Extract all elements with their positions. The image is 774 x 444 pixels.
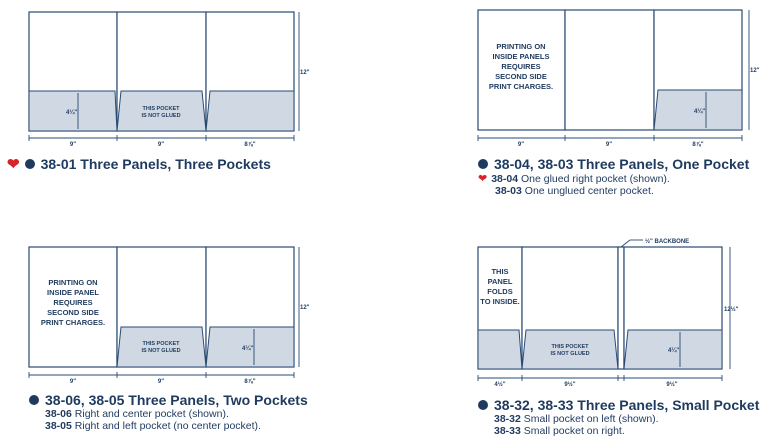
- pocket-note: IS NOT GLUED: [141, 348, 181, 354]
- caption-38-06: [29, 392, 308, 432]
- panel-note: REQUIRES: [53, 298, 93, 307]
- caption-line: [29, 420, 308, 432]
- caption-38-04: [478, 156, 749, 197]
- panel-note: PRINT CHARGES.: [40, 318, 106, 327]
- line-text: Right and left pocket (no center pocket).: [71, 420, 261, 432]
- panel-note: INSIDE PANELS: [492, 52, 550, 61]
- line-text: Small pocket on left (shown).: [520, 413, 659, 425]
- caption-title: 38-01 Three Panels, Three Pockets: [40, 156, 271, 172]
- pocket-height-label: 4¼": [242, 346, 254, 352]
- product-code: 38-33: [494, 425, 521, 437]
- line-text: Right and center pocket (shown).: [71, 408, 229, 420]
- diagram-38-32: [478, 238, 739, 388]
- heart-icon[interactable]: ❤: [478, 173, 488, 185]
- pocket-note: IS NOT GLUED: [550, 351, 590, 357]
- pocket-note: THIS POCKET: [142, 106, 180, 112]
- height-label: 12": [750, 68, 760, 74]
- width-label: 9": [69, 379, 77, 385]
- width-label: 8⅞": [244, 379, 256, 385]
- backbone-label: ½" BACKBONE: [645, 239, 690, 245]
- product-code: 38-32: [494, 413, 521, 425]
- caption-line: [478, 425, 759, 437]
- caption-38-01: [7, 156, 271, 172]
- width-label: 9½": [564, 382, 576, 388]
- line-text: One glued right pocket (shown).: [518, 172, 670, 185]
- caption-line: [478, 172, 749, 185]
- pocket-height-label: 4¼": [668, 348, 680, 354]
- height-label: 12": [300, 70, 310, 76]
- width-label: 9": [69, 142, 77, 148]
- pocket-height-label: 4¼": [694, 109, 706, 115]
- caption-title: 38-06, 38-05 Three Panels, Two Pockets: [45, 392, 308, 408]
- pocket-center: [117, 327, 206, 367]
- line-text: Small pocket on right.: [520, 425, 625, 437]
- width-label: 4½": [494, 382, 506, 388]
- caption-line: [29, 408, 308, 420]
- panel-note: REQUIRES: [501, 62, 541, 71]
- width-label: 9": [605, 142, 613, 148]
- panel-note: TO INSIDE.: [480, 297, 520, 306]
- panel-note: FOLDS: [487, 287, 513, 296]
- panel-note: THIS: [491, 267, 509, 276]
- bullet-icon: [29, 395, 39, 405]
- caption-title: 38-32, 38-33 Three Panels, Small Pocket: [494, 397, 760, 413]
- width-label: 8⅞": [244, 142, 256, 148]
- pocket-left-small: [478, 330, 522, 369]
- width-label: 9½": [666, 382, 678, 388]
- width-label: 9": [517, 142, 525, 148]
- caption-line: [478, 413, 759, 425]
- width-label: 8⅞": [692, 142, 704, 148]
- caption-38-32: [478, 397, 759, 437]
- panel-note: SECOND SIDE: [47, 308, 99, 317]
- heart-icon[interactable]: ❤: [7, 155, 20, 173]
- pocket-note: THIS POCKET: [551, 344, 589, 350]
- panel-note: PRINTING ON: [496, 42, 546, 51]
- panel-left: [29, 247, 117, 367]
- width-label: 9": [157, 379, 165, 385]
- backbone: [618, 247, 624, 369]
- product-code: 38-04: [491, 172, 519, 185]
- pocket-note: IS NOT GLUED: [141, 113, 181, 119]
- panel-note: SECOND SIDE: [495, 72, 547, 81]
- pocket-height-label: 4¼": [66, 110, 78, 116]
- product-code: 38-03: [495, 185, 522, 197]
- diagram-38-04: [478, 10, 760, 148]
- panel-center: [565, 10, 654, 130]
- line-text: One unglued center pocket.: [521, 185, 654, 197]
- panel-note: PANEL: [487, 277, 513, 286]
- caption-line: [478, 185, 749, 197]
- caption-title: 38-04, 38-03 Three Panels, One Pocket: [494, 156, 750, 172]
- width-label: 9": [157, 142, 165, 148]
- pocket-right: [206, 91, 294, 131]
- height-label: 12½": [724, 307, 739, 313]
- bullet-icon: [478, 159, 488, 169]
- product-code: 38-06: [45, 408, 72, 420]
- height-label: 12": [300, 305, 310, 311]
- product-code: 38-05: [45, 420, 72, 432]
- diagram-38-06: [29, 247, 310, 385]
- bullet-icon: [478, 400, 488, 410]
- panel-note: INSIDE PANEL: [47, 288, 99, 297]
- diagram-38-01: [29, 12, 310, 148]
- pocket-note: THIS POCKET: [142, 341, 180, 347]
- panel-note: PRINT CHARGES.: [488, 82, 554, 91]
- bullet-icon: [25, 159, 35, 169]
- panel-note: PRINTING ON: [48, 278, 98, 287]
